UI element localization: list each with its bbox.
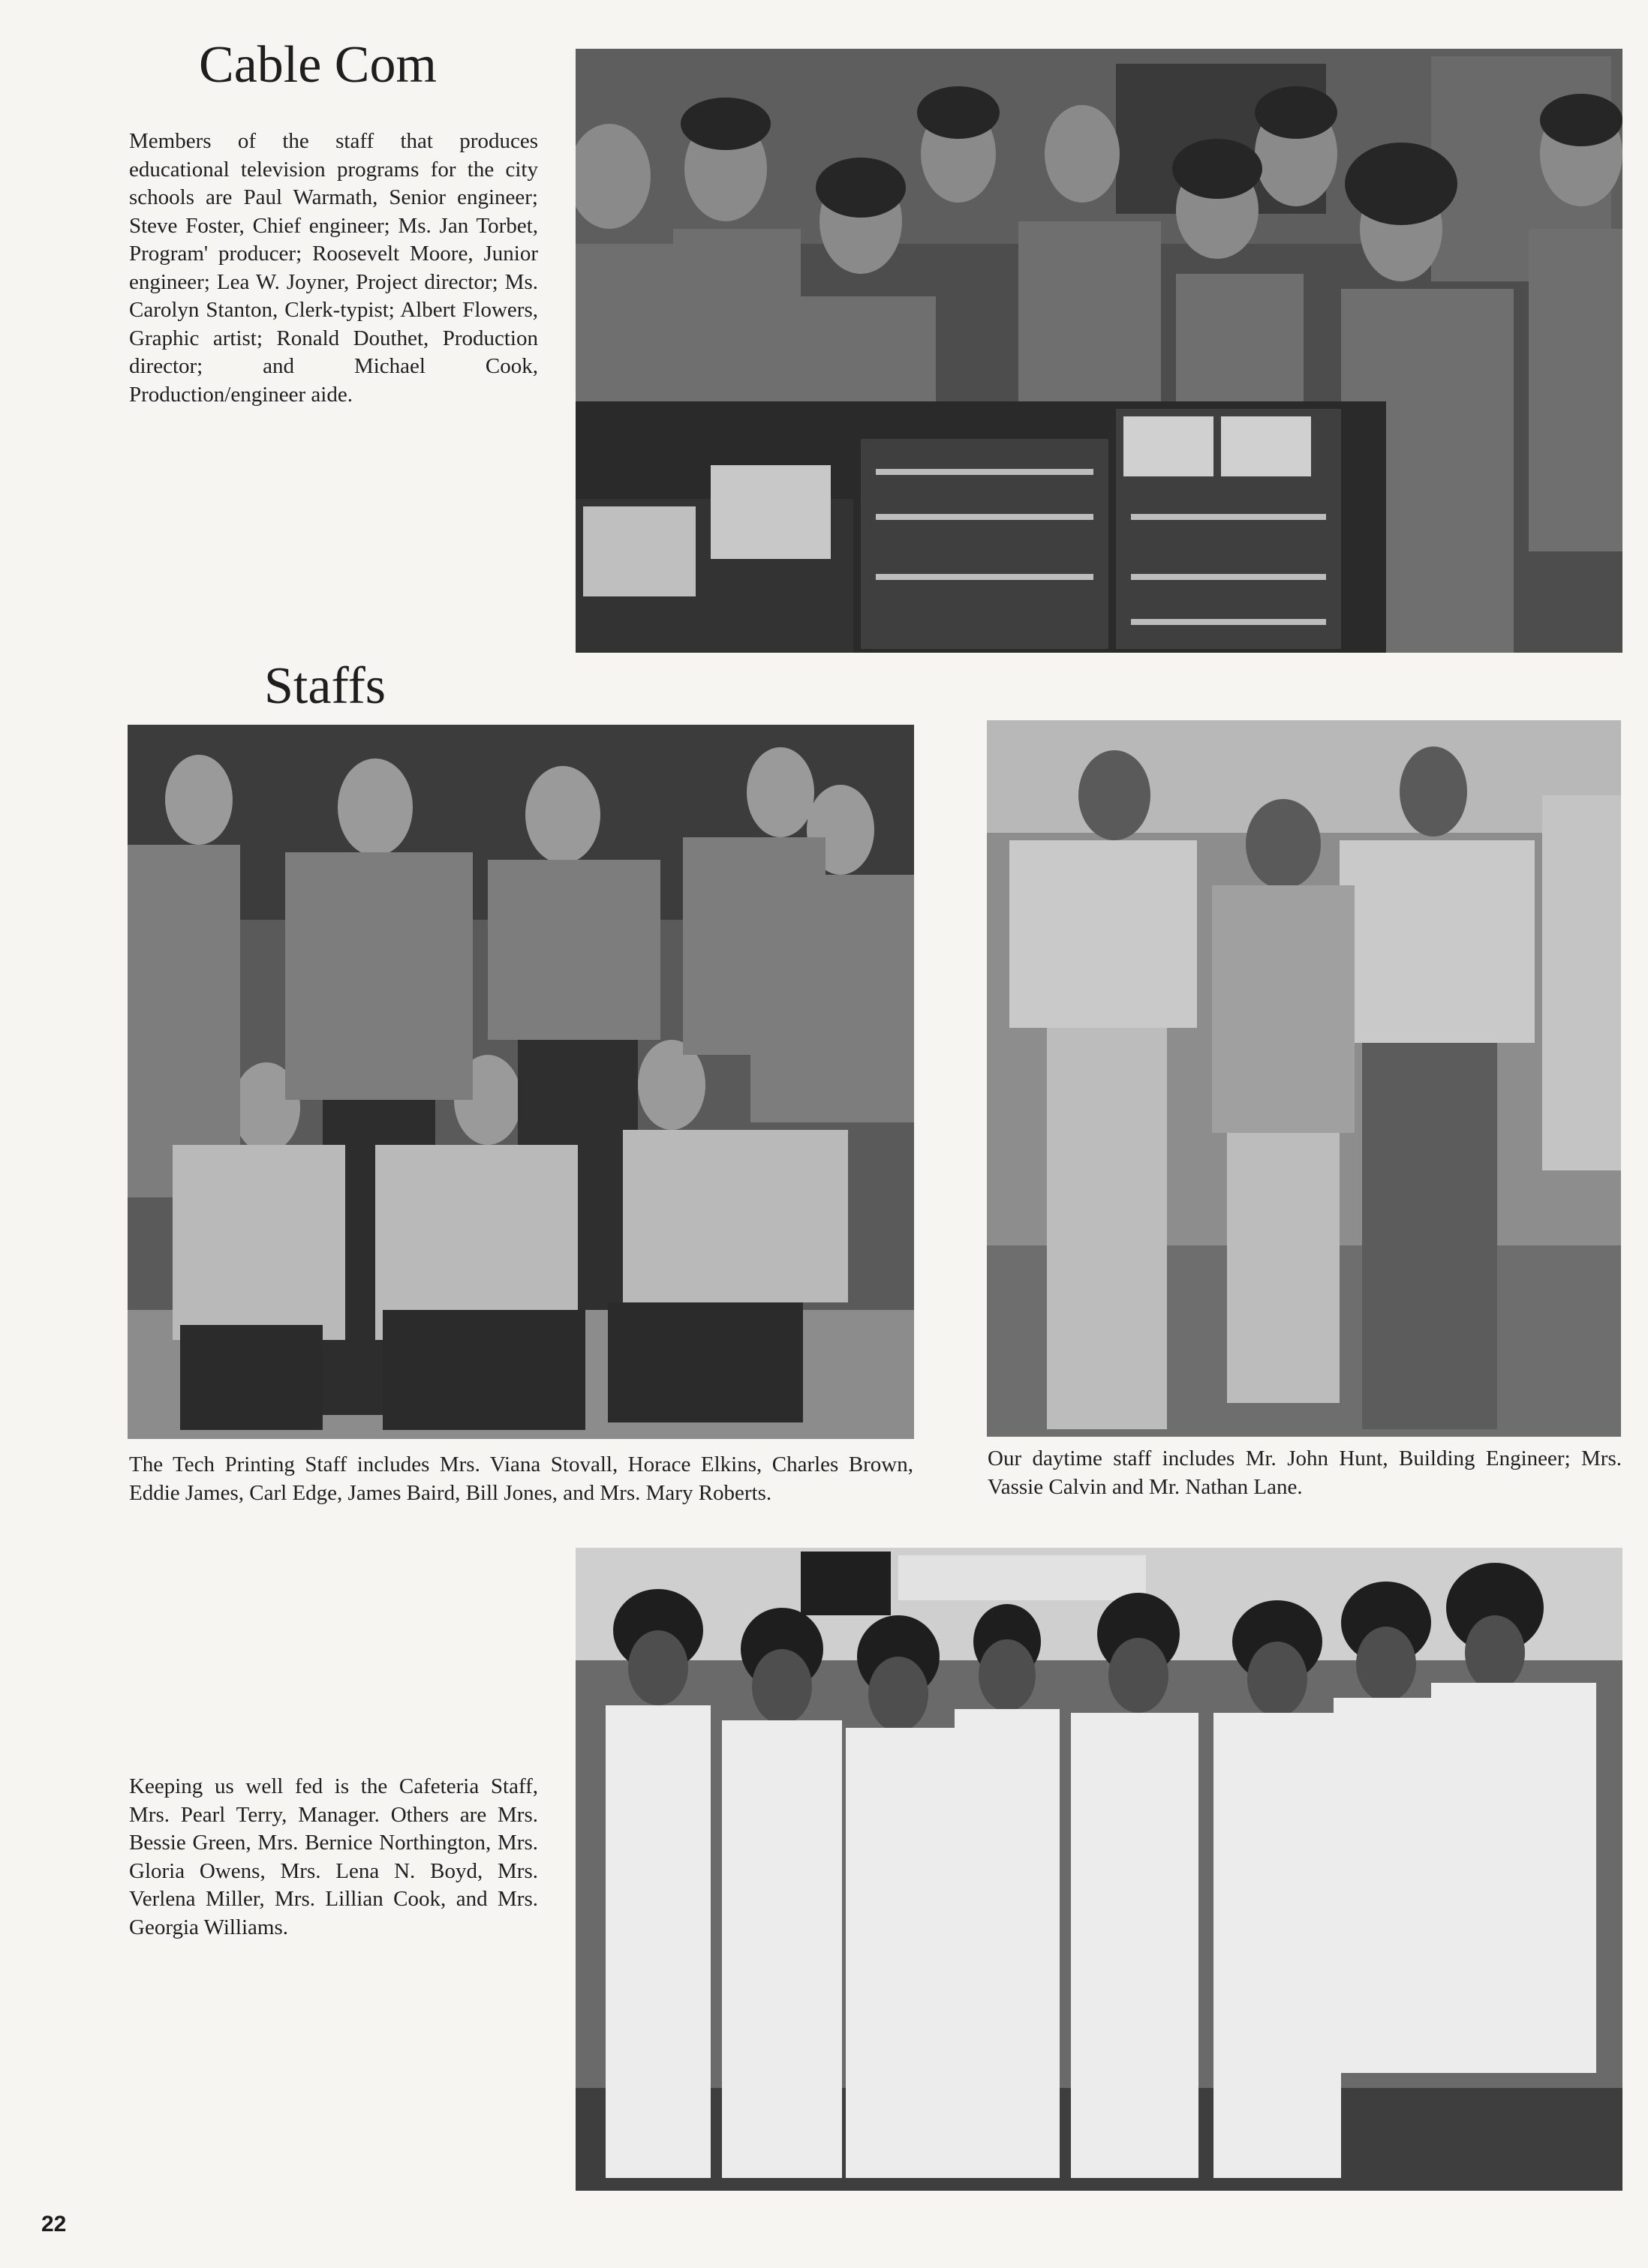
tech-printing-caption: The Tech Printing Staff includes Mrs. Viana Stovall, Horace Elkins, Charles Brown, Eddie James, Carl Edge, James Baird, Bill Jones, and Mrs. Mary Roberts.: [129, 1452, 913, 1505]
staffs-heading: Staffs: [264, 657, 386, 715]
tech-printing-staff-photo: [128, 725, 914, 1439]
cafeteria-staff-text: Keeping us well fed is the Cafeteria Staff, Mrs. Pearl Terry, Manager. Others are Mrs. Bessie Green, Mrs. Bernice Northington, Mrs. Gloria Owens, Mrs. Lena N. Boyd, Mrs. Verlena Miller, Mrs. Lillian Cook, and Mrs. Georgia Williams.: [129, 1774, 538, 1939]
page-number: 22: [41, 2212, 67, 2236]
cable-com-staff-photo: [576, 49, 1622, 653]
daytime-staff-photo: [987, 720, 1621, 1437]
cafeteria-staff-photo: [576, 1548, 1622, 2191]
daytime-staff-caption: Our daytime staff includes Mr. John Hunt, Building Engineer; Mrs. Vassie Calvin and Mr. Nathan Lane.: [988, 1446, 1622, 1499]
cable-com-text: Members of the staff that produces educational television programs for the city schools are Paul Warmath, Senior engineer; Steve Foster, Chief engineer; Ms. Jan Torbet, Program' producer; Roosevelt Moore, Junior engineer; Lea W. Joyner, Project director; Ms. Carolyn Stanton, Clerk-typist; Albert Flowers, Graphic artist; Ronald Douthet, Production director; and Michael Cook, Production/engineer aide.: [129, 129, 538, 407]
cable-com-heading: Cable Com: [199, 36, 437, 94]
